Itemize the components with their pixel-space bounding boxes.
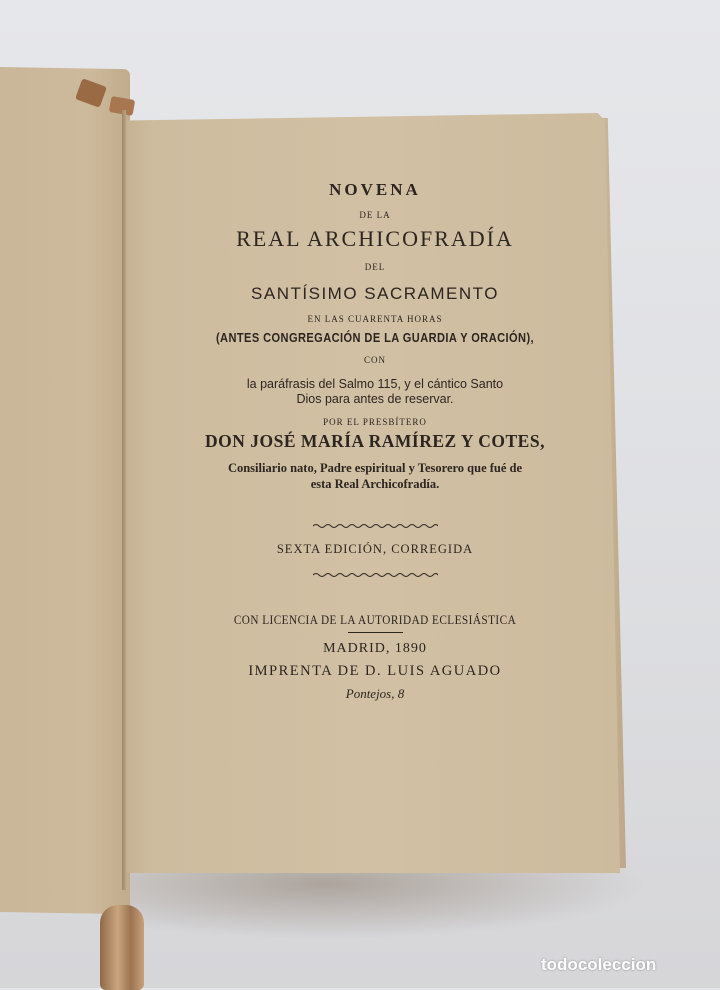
watermark-logo: todocoleccion [541, 955, 657, 974]
printer: IMPRENTA DE D. LUIS AGUADO [248, 663, 502, 679]
line-del: DEL [364, 262, 386, 272]
ornamental-wave-divider-top [313, 523, 438, 529]
author-role-line-2: esta Real Archicofradía. [310, 477, 440, 491]
title-page-text [150, 180, 600, 702]
author-role [150, 460, 600, 492]
line-de-la: DE LA [359, 210, 391, 220]
line-cuarenta-horas: EN LAS CUARENTA HORAS [307, 314, 443, 324]
book-title: NOVENA [329, 180, 421, 199]
sacrament-name: SANTÍSIMO SACRAMENTO [251, 284, 499, 303]
author-role-line-1: Consiliario nato, Padre espiritual y Tesorero que fué de [227, 461, 523, 475]
ornamental-wave-divider-bottom [313, 572, 438, 578]
printer-address: Pontejos, 8 [345, 686, 405, 701]
edition: SEXTA EDICIÓN, CORREGIDA [276, 542, 474, 556]
ribbon-bookmark-bottom [100, 905, 144, 990]
institution-name: REAL ARCHICOFRADÍA [236, 226, 514, 251]
former-name: (ANTES CONGREGACIÓN DE LA GUARDIA Y ORACIÓN), [215, 330, 535, 345]
line-con: CON [363, 355, 386, 365]
left-page [0, 67, 130, 914]
short-rule-divider [348, 632, 403, 633]
contents-line-1: la paráfrasis del Salmo 115, y el cántico Santo [246, 377, 504, 391]
line-por-el-presbitero: POR EL PRESBÍTERO [323, 417, 427, 427]
contents-description [150, 377, 600, 407]
place-and-year: MADRID, 1890 [323, 641, 427, 656]
book-gutter [122, 110, 126, 890]
author-name: DON JOSÉ MARÍA RAMÍREZ Y COTES, [205, 431, 545, 451]
contents-line-2: Dios para antes de reservar. [296, 392, 454, 406]
ecclesiastical-license: CON LICENCIA DE LA AUTORIDAD ECLESIÁSTICA [233, 613, 517, 627]
